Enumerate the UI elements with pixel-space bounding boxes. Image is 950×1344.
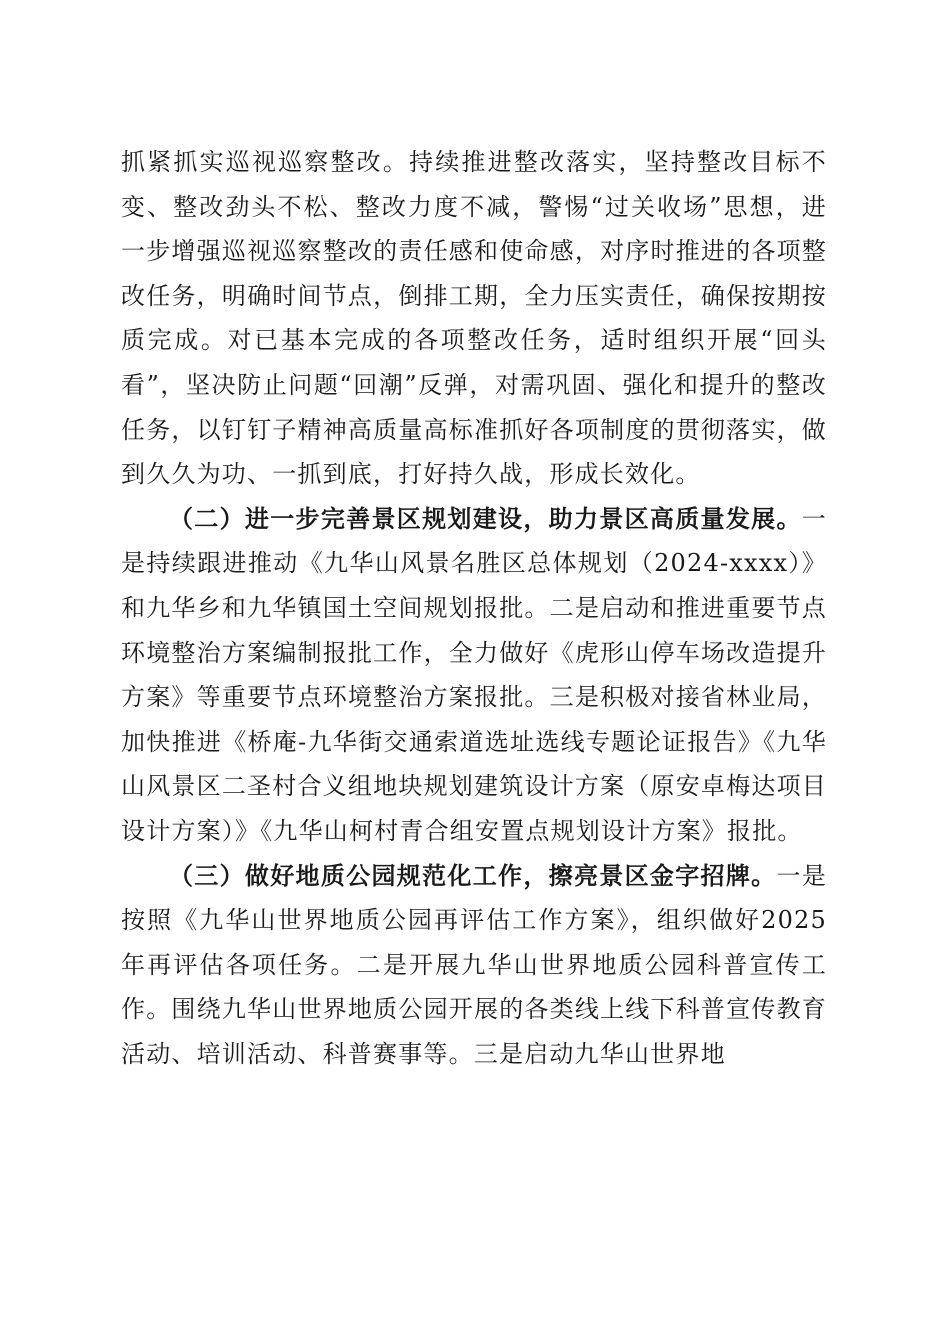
- paragraph-text: 抓紧抓实巡视巡察整改。持续推进整改落实，坚持整改目标不变、整改劲头不松、整改力度不减，警惕“过关收场”思想，进一步增强巡视巡察整改的责任感和使命感，对序时推进的各项整改任务，明确时间节点，倒排工期，全力压实责任，确保按期按质完成。对已基本完成的各项整改任务，适时组织开展“回头看”，坚决防止问题“回潮”反弹，对需巩固、强化和提升的整改任务，以钉钉子精神高质量高标准抓好各项制度的贯彻落实，做到久久为功、一抓到底，打好持久战，形成长效化。: [121, 148, 827, 489]
- paragraph-text: 一是按照《九华山世界地质公园再评估工作方案》，组织做好2025年再评估各项任务。二是开展九华山世界地质公园科普宣传工作。围绕九华山世界地质公园开展的各类线上线下科普宣传教育活动、培训活动、科普赛事等。三是启动九华山世界地: [121, 861, 827, 1068]
- section-heading-3: （三）做好地质公园规范化工作，擦亮景区金字招牌。: [169, 860, 777, 890]
- document-body: [121, 140, 827, 1076]
- paragraph-text: 一是持续跟进推动《九华山风景名胜区总体规划（2024-xxxx）》和九华乡和九华镇国土空间规划报批。二是启动和推进重要节点环境整治方案编制报批工作，全力做好《虎形山停车场改造提升方案》等重要节点环境整治方案报批。三是积极对接省林业局，加快推进《桥庵-九华街交通索道选址选线专题论证报告》《九华山风景区二圣村合义组地块规划建筑设计方案（原安卓梅达项目设计方案）》《九华山柯村青合组安置点规划设计方案》报批。: [121, 504, 827, 845]
- paragraph-continued: [121, 140, 827, 497]
- section-heading-2: （二）进一步完善景区规划建设，助力景区高质量发展。: [169, 503, 802, 533]
- paragraph-section-3: [121, 854, 827, 1077]
- paragraph-section-2: [121, 497, 827, 854]
